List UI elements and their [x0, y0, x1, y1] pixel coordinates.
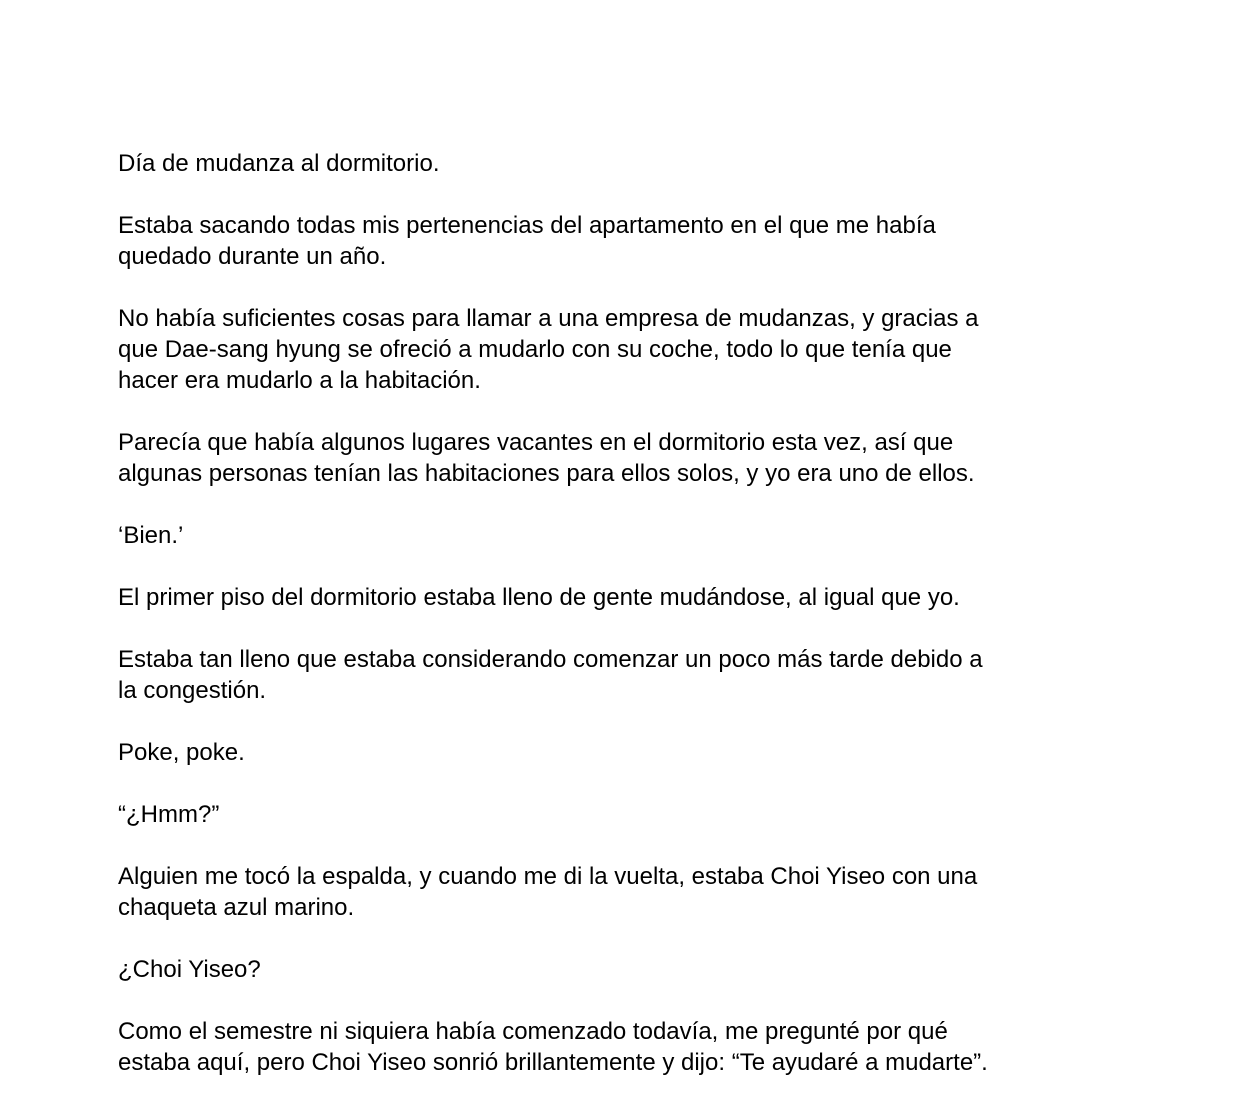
text-line: algunas personas tenían las habitaciones para ellos solos, y yo era uno de ellos.: [118, 460, 975, 487]
document-page: [118, 148, 1118, 1109]
text-line: No había suficientes cosas para llamar a una empresa de mudanzas, y gracias a: [118, 305, 979, 332]
paragraph: [118, 520, 1118, 551]
text-line: Alguien me tocó la espalda, y cuando me di la vuelta, estaba Choi Yiseo con una: [118, 863, 978, 890]
paragraph: [118, 954, 1118, 985]
text-line: Estaba tan lleno que estaba considerando comenzar un poco más tarde debido a: [118, 646, 983, 673]
text-line: Día de mudanza al dormitorio.: [118, 150, 440, 177]
paragraph: [118, 427, 1118, 489]
text-line: que Dae-sang hyung se ofreció a mudarlo con su coche, todo lo que tenía que: [118, 336, 952, 363]
text-line: chaqueta azul marino.: [118, 894, 355, 921]
paragraph: [118, 644, 1118, 706]
paragraph: [118, 799, 1118, 830]
text-line: Como el semestre ni siquiera había comenzado todavía, me pregunté por qué: [118, 1018, 948, 1045]
text-line: El primer piso del dormitorio estaba lleno de gente mudándose, al igual que yo.: [118, 584, 960, 611]
text-line: ‘Bien.’: [118, 522, 184, 549]
text-line: la congestión.: [118, 677, 267, 704]
text-line: ¿Choi Yiseo?: [118, 956, 261, 983]
text-line: Poke, poke.: [118, 739, 245, 766]
text-line: Estaba sacando todas mis pertenencias del apartamento en el que me había: [118, 212, 936, 239]
paragraph: [118, 210, 1118, 272]
paragraph: [118, 1016, 1118, 1078]
paragraph: [118, 303, 1118, 396]
paragraph: [118, 148, 1118, 179]
text-line: quedado durante un año.: [118, 243, 387, 270]
text-line: hacer era mudarlo a la habitación.: [118, 367, 481, 394]
paragraph: [118, 861, 1118, 923]
text-line: “¿Hmm?”: [118, 801, 220, 828]
paragraph: [118, 582, 1118, 613]
text-line: Parecía que había algunos lugares vacantes en el dormitorio esta vez, así que: [118, 429, 954, 456]
text-line: estaba aquí, pero Choi Yiseo sonrió brillantemente y dijo: “Te ayudaré a mudarte”.: [118, 1049, 988, 1076]
paragraph: [118, 737, 1118, 768]
